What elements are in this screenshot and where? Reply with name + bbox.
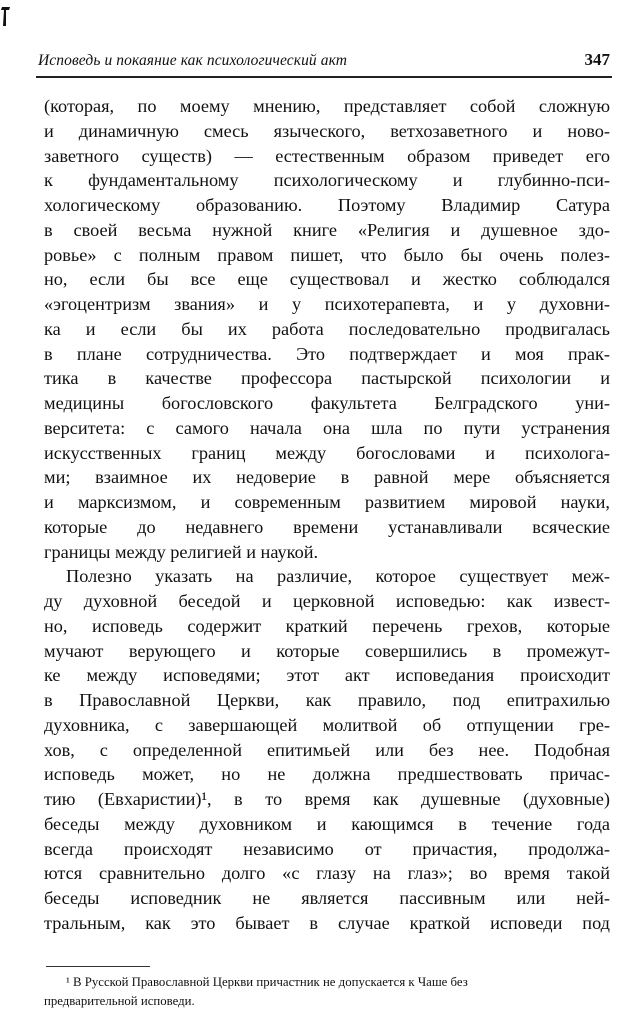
text-line: мучают верующего и которые совершились в промежут- [44,640,610,661]
text-line: к фундаментальному психологическому и глубинно-пси- [44,170,610,191]
footnote [44,973,610,1010]
text-line: (которая, по моему мнению, представляет собой сложную [44,96,610,116]
text-line: и марксизмом, и современным развитием мировой науки, [44,492,610,512]
text-line: но, исповедь содержит краткий перечень грехов, которые [44,615,610,636]
text-line: которые до недавнего времени устанавливали всяческие [44,516,610,537]
text-line: ке между исповедями; этот акт исповедания происходит [44,665,610,686]
body-text [44,94,610,936]
text-line: «эгоцентризм звания» и у психотерапевта, и у духовни- [44,294,610,314]
text-line: всегда происходят независимо от причастия, продолжа- [44,838,610,859]
text-line: хов, с определенной епитимьей или без нее. Подобная [44,739,610,760]
footnote-line: предварительной исповеди. [44,993,195,1008]
header-rule [36,76,612,78]
text-line: но, если бы все еще существовал и жестко соблюдался [44,269,610,290]
text-line: в плане сотрудничества. Это подтверждает и моя прак- [44,343,610,364]
text-line: границы между религией и наукой. [44,541,319,562]
text-line: в Православной Церкви, как правило, под епитрахилью [44,690,610,710]
text-line: беседы между духовником и кающимся в течение года [44,813,610,834]
text-line: верситета: с самого начала она шла по пути устранения [44,417,610,438]
text-line: ровье» с полным правом пишет, что было бы очень полез- [44,244,610,265]
text-line: исповедь может, но не должна предшествовать причас- [44,764,610,785]
running-head-title: Исповедь и покаяние как психологический акт [38,52,348,69]
text-line: в своей весьма нужной книге «Религия и душевное здо- [44,219,610,240]
text-line: духовника, с завершающей молитвой об отпущении гре- [44,714,610,735]
corner-mark-icon [0,6,12,28]
text-line: тика в качестве профессора пастырской психологии и [44,368,610,389]
text-line: ми; взаимное их недоверие в равной мере объясняется [44,467,610,488]
text-line: беседы исповедник не является пассивным или ней- [44,888,610,908]
footnote-line: ¹ В Русской Православной Церкви причастник не допускается к Чаше без [66,975,468,989]
text-line: хологическому образованию. Поэтому Владимир Сатура [44,195,610,215]
footnote-rule [46,966,150,967]
text-line: ду духовной беседой и церковной исповедью: как извест- [44,591,610,611]
text-line: и динамичную смесь языческого, ветхозаветного и ново- [44,120,610,141]
text-line: тральным, как это бывает в случае краткой исповеди под [44,912,610,933]
text-line: заветного существ) — естественным образом приведет его [44,145,610,166]
text-line: ются сравнительно долго «с глазу на глаз»; во время такой [44,863,610,884]
text-line: медицины богословского факультета Белградского уни- [44,393,610,413]
page-number: 347 [584,50,610,69]
text-line: искусственных границ между богословами и психолога- [44,442,610,463]
text-line: ка и если бы их работа последовательно продвигалась [44,318,610,339]
text-line: тию (Евхаристии)¹, в то время как душевные (духовные) [44,789,610,809]
text-line: Полезно указать на различие, которое существует меж- [66,566,610,587]
running-head [38,52,618,74]
